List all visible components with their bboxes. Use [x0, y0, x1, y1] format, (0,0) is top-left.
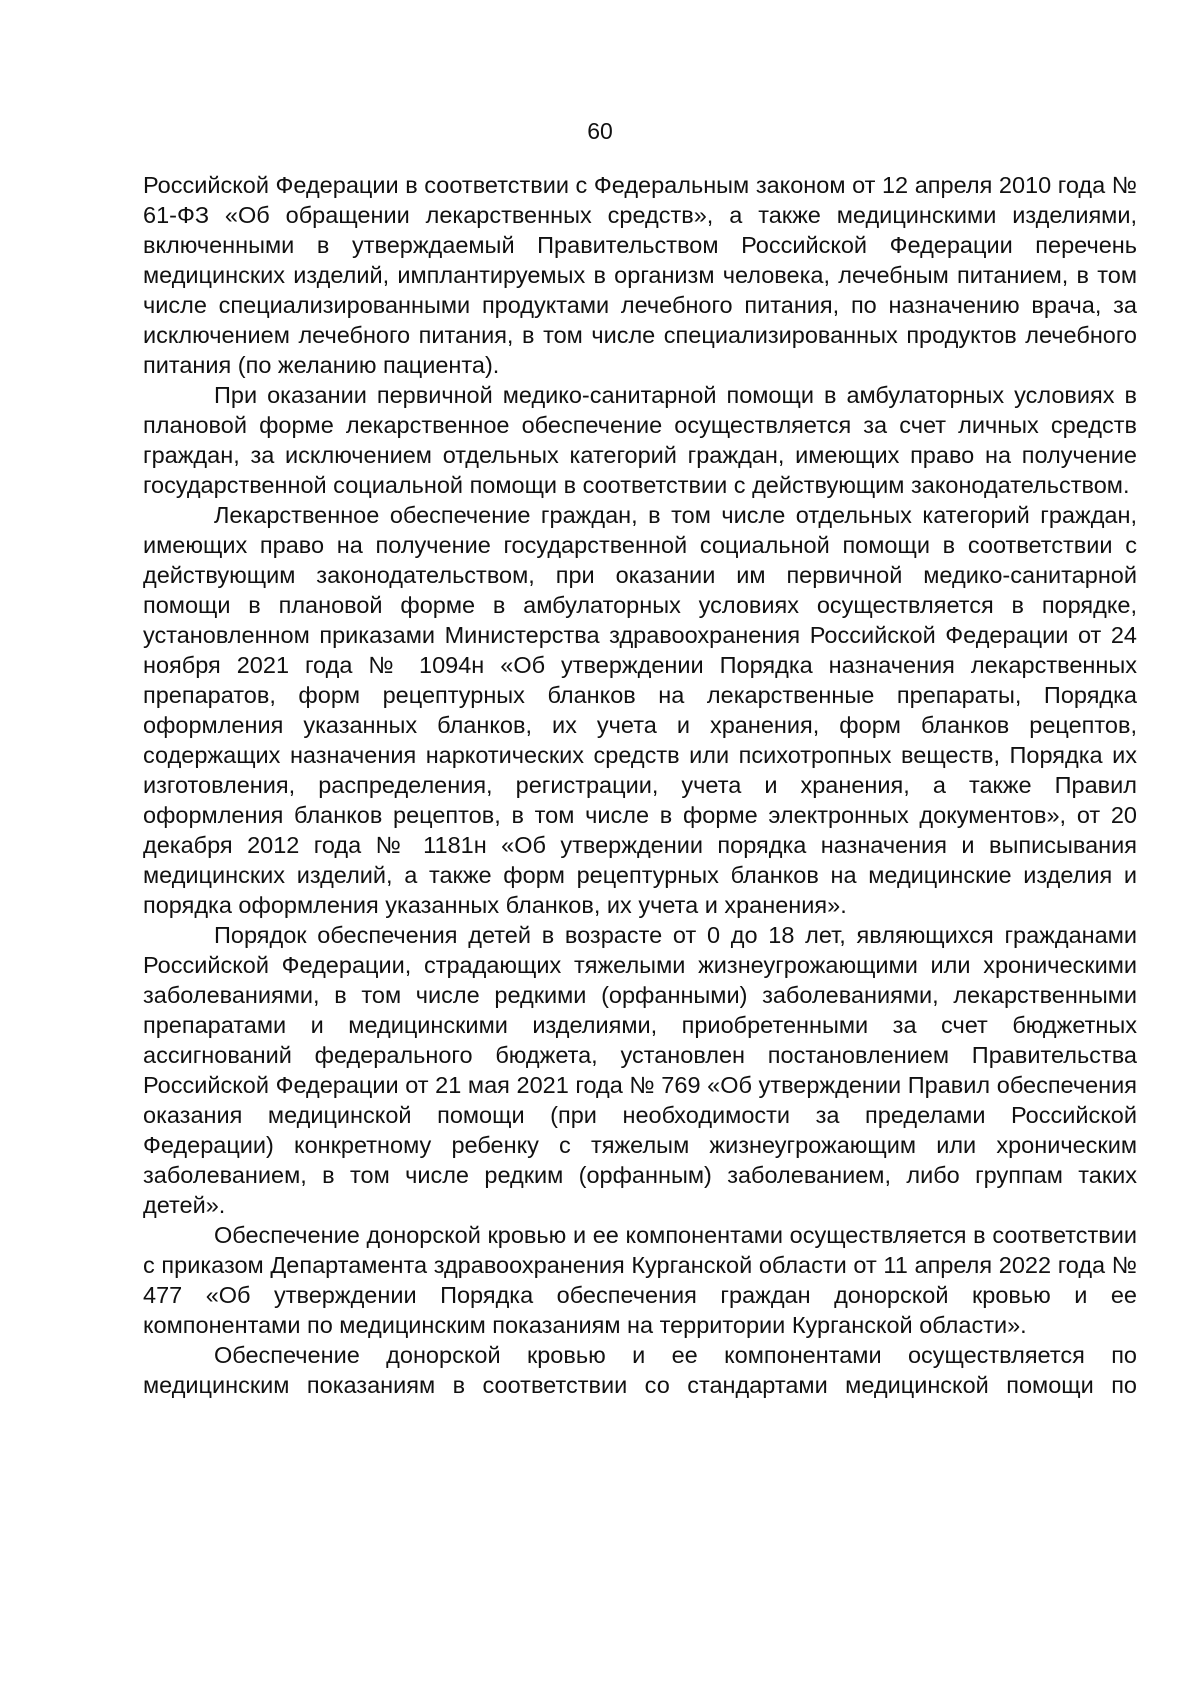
- paragraph-children-provision: Порядок обеспечения детей в возрасте от 0 до 18 лет, являющихся гражданами Российской Федерации, страдающих тяжелыми жизнеугрожающими или хроническими заболеваниями, в том числе редкими (орфанными) заболеваниями, лекарственными препаратами и медицинскими изделиями, приобретенными за счет бюджетных ассигнований федерального бюджета, установлен постановлением Правительства Российской Федерации от 21 мая 2021 года № 769 «Об утверждении Правил обеспечения оказания медицинской помощи (при необходимости за пределами Российской Федерации) конкретному ребенку с тяжелым жизнеугрожающим или хроническим заболеванием, в том числе редким (орфанным) заболеванием, либо группам таких детей».: [143, 922, 1137, 1218]
- paragraph-continuation: Российской Федерации в соответствии с Федеральным законом от 12 апреля 2010 года № 61-ФЗ «Об обращении лекарственных средств», а также медицинскими изделиями, включенными в утверждаемый Правительством Российской Федерации перечень медицинских изделий, имплантируемых в организм человека, лечебным питанием, в том числе специализированными продуктами лечебного питания, по назначению врача, за исключением лечебного питания, в том числе специализированных продуктов лечебного питания (по желанию пациента).: [143, 172, 1137, 378]
- page-number: 60: [587, 118, 613, 144]
- paragraph-donor-blood-order: Обеспечение донорской кровью и ее компонентами осуществляется в соответствии с приказом Департамента здравоохранения Курганской области от 11 апреля 2022 года № 477 «Об утверждении Порядка обеспечения граждан донорской кровью и ее компонентами по медицинским показаниям на территории Курганской области».: [143, 1222, 1137, 1338]
- paragraph-primary-care-medication: При оказании первичной медико-санитарной помощи в амбулаторных условиях в плановой форме лекарственное обеспечение осуществляется за счет личных средств граждан, за исключением отдельных категорий граждан, имеющих право на получение государственной социальной помощи в соответствии с действующим законодательством.: [143, 382, 1137, 498]
- paragraph-medication-provision-order: Лекарственное обеспечение граждан, в том числе отдельных категорий граждан, имеющих право на получение государственной социальной помощи в соответствии с действующим законодательством, при оказании им первичной медико-санитарной помощи в плановой форме в амбулаторных условиях осуществляется в порядке, установленном приказами Министерства здравоохранения Российской Федерации от 24 ноября 2021 года № 1094н «Об утверждении Порядка назначения лекарственных препаратов, форм рецептурных бланков на лекарственные препараты, Порядка оформления указанных бланков, их учета и хранения, форм бланков рецептов, содержащих назначения наркотических средств или психотропных веществ, Порядка их изготовления, распределения, регистрации, учета и хранения, а также Правил оформления бланков рецептов, в том числе в форме электронных документов», от 20 декабря 2012 года № 1181н «Об утверждении порядка назначения и выписывания медицинских изделий, а также форм рецептурных бланков на медицинские изделия и порядка оформления указанных бланков, их учета и хранения».: [143, 502, 1137, 918]
- paragraph-donor-blood-indications: Обеспечение донорской кровью и ее компонентами осуществляется по медицинским показаниям в соответствии со стандартами медицинской помощи по: [143, 1342, 1137, 1398]
- document-body: [143, 170, 1137, 1400]
